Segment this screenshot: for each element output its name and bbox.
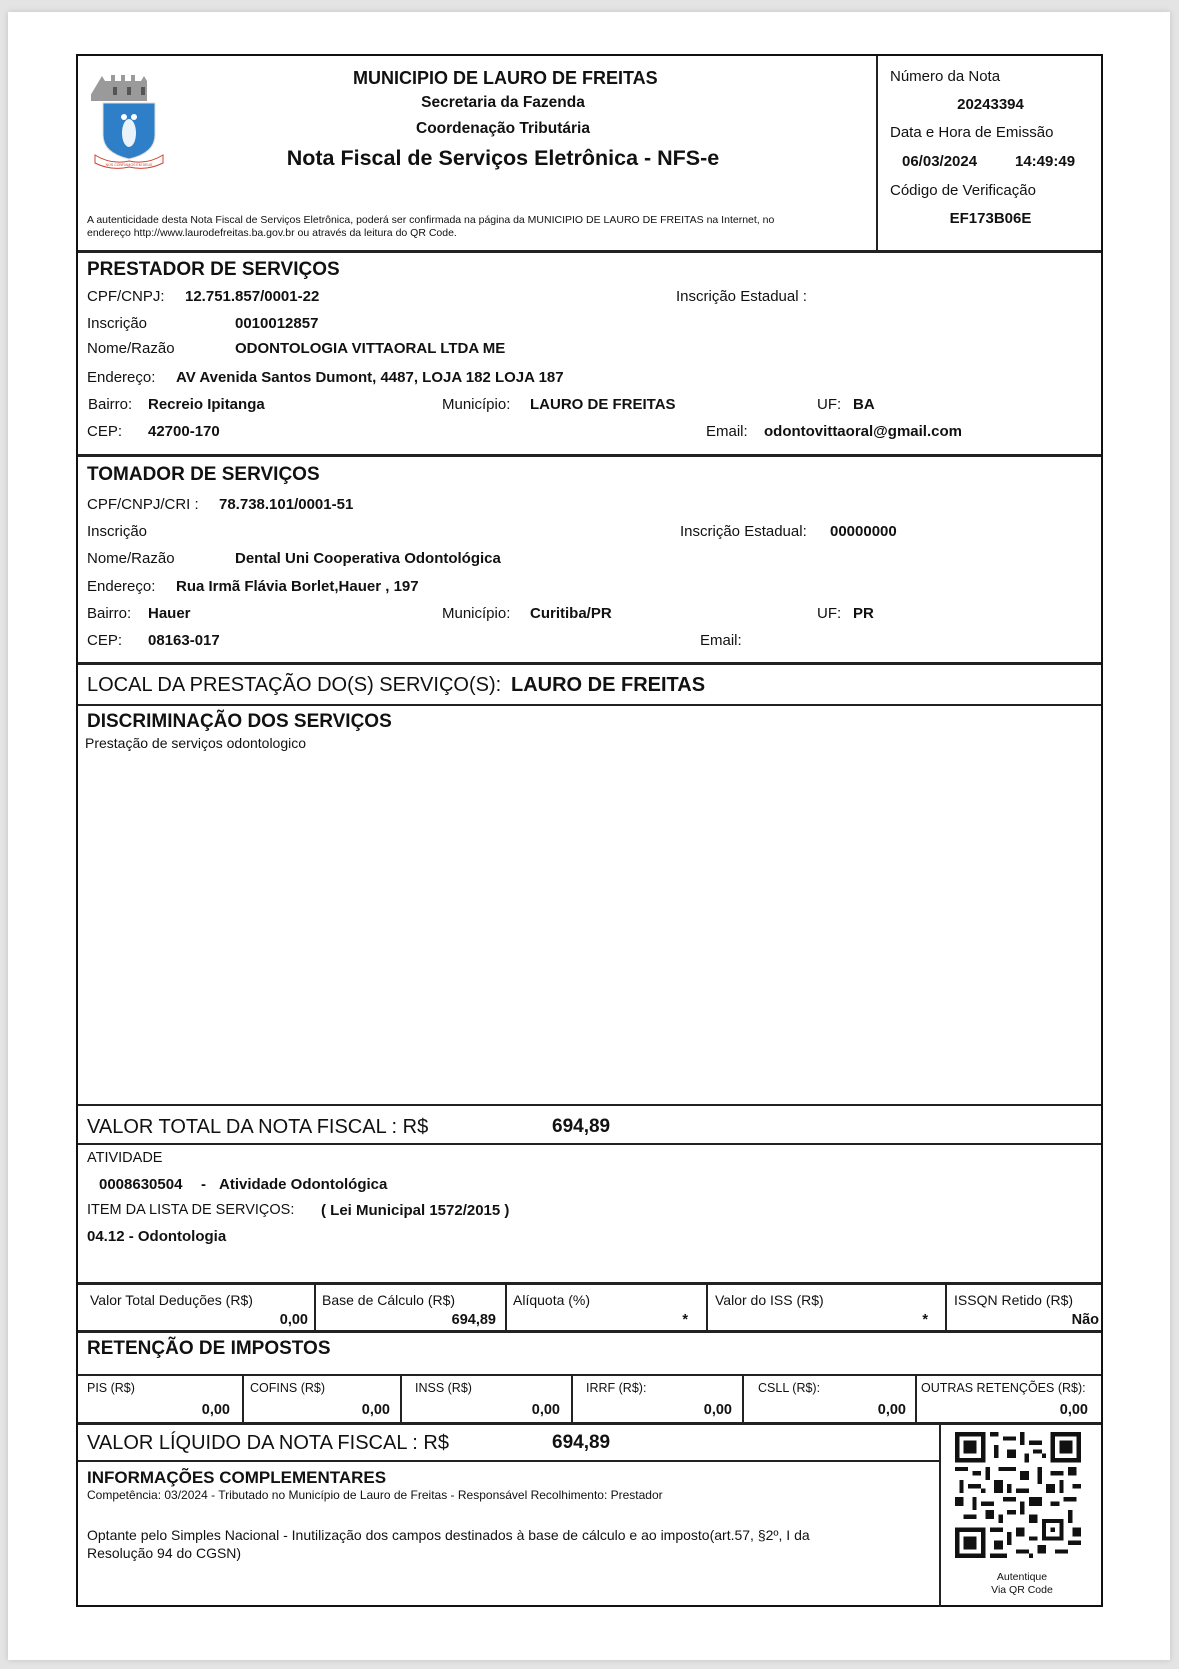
provider-cep: 42700-170 xyxy=(148,423,220,440)
invoice-number: 20243394 xyxy=(957,96,1024,113)
complementary-title: INFORMAÇÕES COMPLEMENTARES xyxy=(87,1468,387,1487)
provider-uf-label: UF: xyxy=(817,396,842,413)
complementary-line-3: Resolução 94 do CGSN) xyxy=(87,1545,242,1561)
taker-address-label: Endereço: xyxy=(87,578,156,595)
taker-registration-label: Inscrição xyxy=(87,523,148,540)
taker-state-reg: 00000000 xyxy=(830,523,897,540)
provider-address: AV Avenida Santos Dumont, 4487, LOJA 182 LOJA 187 xyxy=(176,369,564,386)
provider-cep-label: CEP: xyxy=(87,423,123,440)
taker-uf: PR xyxy=(853,605,874,622)
iss-value: * xyxy=(922,1312,928,1328)
pis-label: PIS (R$) xyxy=(87,1381,135,1395)
taker-uf-label: UF: xyxy=(817,605,842,622)
provider-title: PRESTADOR DE SERVIÇOS xyxy=(87,259,340,280)
municipal-coat-of-arms-icon xyxy=(91,73,167,173)
activity-separator: - xyxy=(201,1176,206,1193)
inss-label: INSS (R$) xyxy=(415,1381,472,1395)
division-name: Coordenação Tributária xyxy=(416,120,590,137)
authenticity-notice-line-2: endereço http://www.laurodefreitas.ba.gov.br ou através da leitura do QR Code. xyxy=(87,227,457,239)
withholding-title: RETENÇÃO DE IMPOSTOS xyxy=(87,1338,331,1359)
total-value: 694,89 xyxy=(552,1116,611,1137)
invoice-number-label: Número da Nota xyxy=(890,68,1001,85)
provider-district-label: Bairro: xyxy=(88,396,133,413)
cofins-label: COFINS (R$) xyxy=(250,1381,325,1395)
authenticity-notice xyxy=(87,214,774,240)
taker-email-label: Email: xyxy=(700,632,742,649)
verification-code: EF173B06E xyxy=(949,210,1032,227)
net-value: 694,89 xyxy=(552,1432,611,1453)
department-name: Secretaria da Fazenda xyxy=(421,94,585,111)
qr-caption-line-2: Via QR Code xyxy=(991,1584,1053,1596)
taker-district: Hauer xyxy=(148,605,191,622)
calculation-base-value: 694,89 xyxy=(451,1312,496,1328)
calculation-base-label: Base de Cálculo (R$) xyxy=(322,1292,456,1308)
provider-cnpj-label: CPF/CNPJ: xyxy=(87,288,165,305)
csll-label: CSLL (R$): xyxy=(758,1381,821,1395)
services-title: DISCRIMINAÇÃO DOS SERVIÇOS xyxy=(87,711,392,732)
provider-name-label: Nome/Razão xyxy=(87,340,175,357)
complementary-line-1: Competência: 03/2024 - Tributado no Município de Lauro de Freitas - Responsável Recolhimento: Prestador xyxy=(87,1488,663,1502)
cofins-value: 0,00 xyxy=(361,1402,390,1418)
taker-city: Curitiba/PR xyxy=(530,605,612,622)
deductions-label: Valor Total Deduções (R$) xyxy=(90,1292,253,1308)
municipality-name: MUNICIPIO DE LAURO DE FREITAS xyxy=(353,68,658,88)
taker-district-label: Bairro: xyxy=(87,605,132,622)
net-value-label: VALOR LÍQUIDO DA NOTA FISCAL : R$ xyxy=(87,1432,449,1454)
taker-cep: 08163-017 xyxy=(148,632,220,649)
issue-date: 06/03/2024 xyxy=(902,153,978,170)
taker-title: TOMADOR DE SERVIÇOS xyxy=(87,464,320,485)
provider-state-reg-label: Inscrição Estadual : xyxy=(676,288,807,305)
provider-cnpj: 12.751.857/0001-22 xyxy=(185,288,320,305)
issue-datetime-label: Data e Hora de Emissão xyxy=(890,124,1054,141)
other-withholdings-value: 0,00 xyxy=(1059,1402,1088,1418)
service-list-item-label: ITEM DA LISTA DE SERVIÇOS: xyxy=(87,1202,295,1218)
service-location-label: LOCAL DA PRESTAÇÃO DO(S) SERVIÇO(S): xyxy=(87,674,502,696)
qr-caption-line-1: Autentique xyxy=(996,1571,1048,1583)
taker-cnpj: 78.738.101/0001-51 xyxy=(219,496,354,513)
csll-value: 0,00 xyxy=(877,1402,906,1418)
verification-code-label: Código de Verificação xyxy=(890,182,1036,199)
provider-email-label: Email: xyxy=(706,423,748,440)
provider-email[interactable]: odontovittaoral@gmail.com xyxy=(764,423,962,440)
provider-district: Recreio Ipitanga xyxy=(148,396,265,413)
activity-code: 0008630504 xyxy=(99,1176,183,1193)
iss-value-label: Valor do ISS (R$) xyxy=(715,1292,824,1308)
taker-state-reg-label: Inscrição Estadual: xyxy=(680,523,807,540)
logo-motto: NOS CONFIAMOS EM DEUS xyxy=(105,163,153,167)
service-list-law: ( Lei Municipal 1572/2015 ) xyxy=(321,1202,510,1219)
issqn-withheld-value: Não xyxy=(1071,1312,1099,1328)
qr-caption xyxy=(941,1571,1103,1597)
issqn-withheld-label: ISSQN Retido (R$) xyxy=(954,1292,1074,1308)
services-description: Prestação de serviços odontologico xyxy=(85,735,307,751)
taker-cnpj-label: CPF/CNPJ/CRI : xyxy=(87,496,199,513)
provider-city-label: Município: xyxy=(442,396,511,413)
issue-time: 14:49:49 xyxy=(1015,153,1076,170)
total-value-label: VALOR TOTAL DA NOTA FISCAL : R$ xyxy=(87,1116,429,1138)
provider-registration-label: Inscrição xyxy=(87,315,148,332)
taker-address: Rua Irmã Flávia Borlet,Hauer , 197 xyxy=(176,578,419,595)
provider-address-label: Endereço: xyxy=(87,369,156,386)
inss-value: 0,00 xyxy=(531,1402,560,1418)
taker-name: Dental Uni Cooperativa Odontológica xyxy=(235,550,501,567)
activity-description: Atividade Odontológica xyxy=(219,1176,388,1193)
other-withholdings-label: OUTRAS RETENÇÕES (R$): xyxy=(921,1381,1086,1395)
service-location-value: LAURO DE FREITAS xyxy=(511,674,706,696)
provider-city: LAURO DE FREITAS xyxy=(530,396,676,413)
complementary-line-2: Optante pelo Simples Nacional - Inutilização dos campos destinados à base de cálculo e ao imposto(art.57, §2º, I da xyxy=(87,1527,810,1543)
tax-rate-value: * xyxy=(682,1312,688,1328)
taker-cep-label: CEP: xyxy=(87,632,123,649)
authenticity-notice-line-1: A autenticidade desta Nota Fiscal de Serviços Eletrônica, poderá ser confirmada na página da MUNICIPIO DE LAURO DE FREITAS na Internet, no xyxy=(87,214,775,226)
taker-city-label: Município: xyxy=(442,605,511,622)
provider-uf: BA xyxy=(853,396,875,413)
document-title: Nota Fiscal de Serviços Eletrônica - NFS-e xyxy=(286,146,720,170)
pis-value: 0,00 xyxy=(201,1402,230,1418)
service-list-item: 04.12 - Odontologia xyxy=(87,1228,227,1245)
taker-name-label: Nome/Razão xyxy=(87,550,175,567)
qr-code-icon[interactable] xyxy=(955,1432,1081,1558)
provider-registration: 0010012857 xyxy=(235,315,319,332)
deductions-value: 0,00 xyxy=(279,1312,308,1328)
activity-label: ATIVIDADE xyxy=(87,1150,163,1166)
nfse-form xyxy=(76,54,1103,1607)
irrf-value: 0,00 xyxy=(703,1402,732,1418)
irrf-label: IRRF (R$): xyxy=(586,1381,647,1395)
provider-name: ODONTOLOGIA VITTAORAL LTDA ME xyxy=(235,340,506,357)
tax-rate-label: Alíquota (%) xyxy=(513,1292,591,1308)
